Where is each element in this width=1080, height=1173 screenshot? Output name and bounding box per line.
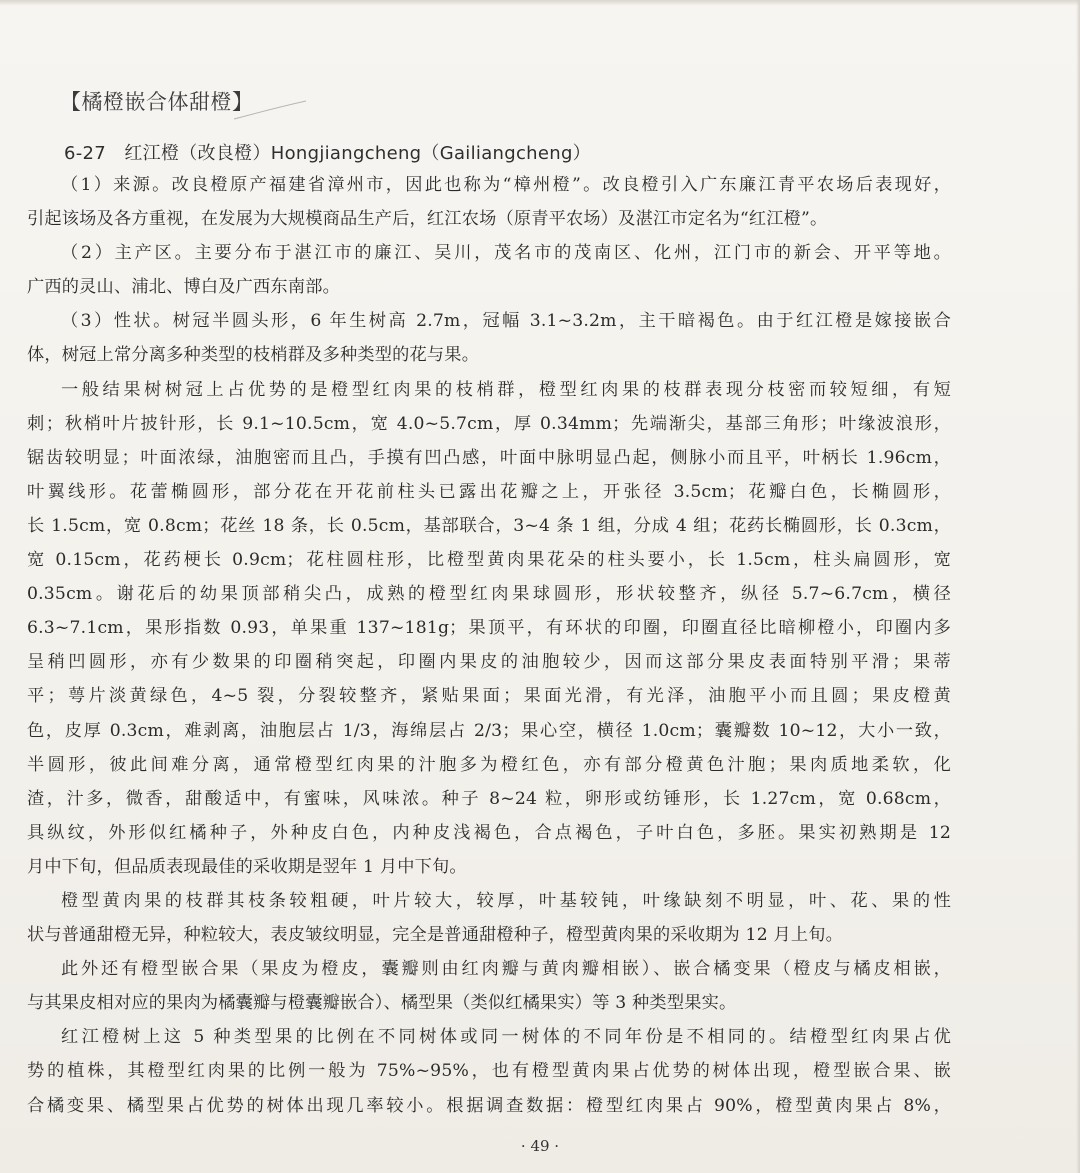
text-line: 具纵纹，外形似红橘种子，外种皮白色，内种皮浅褐色，合点褐色，子叶白色，多胚。果实初熟期是 12 bbox=[27, 822, 951, 843]
text-line: 6.3~7.1cm，果形指数 0.93，单果重 137~181g；果顶平，有环状的印圈，印圈直径比暗柳橙小，印圈内多 bbox=[27, 618, 951, 639]
text-line: 0.35cm。谢花后的幼果顶部稍尖凸，成熟的橙型红肉果球圆形，形状较整齐，纵径 5.7~6.7cm，横径 bbox=[27, 584, 951, 605]
text-line: 叶翼线形。花蕾椭圆形，部分花在开花前柱头已露出花瓣之上，开张径 3.5cm；花瓣白色，长椭圆形， bbox=[27, 481, 951, 502]
text-line: 势的植株，其橙型红肉果的比例一般为 75%~95%，也有橙型黄肉果占优势的树体出现，橙型嵌合果、嵌 bbox=[27, 1061, 951, 1082]
text-line: 刺；秋梢叶片披针形，长 9.1~10.5cm，宽 4.0~5.7cm，厚 0.34mm；先端渐尖，基部三角形；叶缘波浪形， bbox=[27, 413, 951, 434]
text-line: 体，树冠上常分离多种类型的枝梢群及多种类型的花与果。 bbox=[27, 345, 480, 366]
text-line: 色，皮厚 0.3cm，难剥离，油胞层占 1/3，海绵层占 2/3；果心空，横径 1.0cm；囊瓣数 10~12，大小一致， bbox=[27, 720, 951, 741]
text-line: 宽 0.15cm，花药梗长 0.9cm；花柱圆柱形，比橙型黄肉果花朵的柱头要小，长 1.5cm，柱头扁圆形，宽 bbox=[27, 550, 951, 571]
entry-title: 6-27 红江橙（改良橙）Hongjiangcheng（Gailiangcheng） bbox=[64, 143, 591, 164]
text-line: 渣，汁多，微香，甜酸适中，有蜜味，风味浓。种子 8~24 粒，卵形或纺锤形，长 1.27cm，宽 0.68cm， bbox=[27, 788, 951, 809]
scan-edge-top bbox=[0, 0, 1080, 6]
text-line: 合橘变果、橘型果占优势的树体出现几率较小。根据调查数据：橙型红肉果占 90%，橙型黄肉果占 8%， bbox=[27, 1095, 951, 1116]
text-line: 橙型黄肉果的枝群其枝条较粗硬，叶片较大，较厚，叶基较钝，叶缘缺刻不明显，叶、花、果的性 bbox=[61, 890, 951, 911]
text-line: （1）来源。改良橙原产福建省漳州市，因此也称为“樟州橙”。改良橙引入广东廉江青平农场后表现好， bbox=[61, 175, 951, 195]
text-line: 状与普通甜橙无异，种粒较大，表皮皱纹明显，完全是普通甜橙种子，橙型黄肉果的采收期为 12 月上旬。 bbox=[27, 925, 844, 946]
text-line: 锯齿较明显；叶面浓绿，油胞密而且凸，手摸有凹凸感，叶面中脉明显凸起，侧脉小而且平，叶柄长 1.96cm， bbox=[27, 447, 951, 468]
text-line: 此外还有橙型嵌合果（果皮为橙皮，囊瓣则由红肉瓣与黄肉瓣相嵌）、嵌合橘变果（橙皮与橘皮相嵌， bbox=[61, 959, 951, 980]
text-line: 与其果皮相对应的果肉为橘囊瓣与橙囊瓣嵌合）、橘型果（类似红橘果实）等 3 种类型果实。 bbox=[27, 993, 737, 1014]
text-line: 广西的灵山、浦北、博白及广西东南部。 bbox=[27, 277, 340, 298]
text-line: （2）主产区。主要分布于湛江市的廉江、吴川，茂名市的茂南区、化州，江门市的新会、开平等地。 bbox=[61, 243, 951, 264]
text-line: 长 1.5cm，宽 0.8cm；花丝 18 条，长 0.5cm，基部联合，3~4 条 1 组，分成 4 组；花药长椭圆形，长 0.3cm， bbox=[27, 515, 951, 536]
text-line: 引起该场及各方重视，在发展为大规模商品生产后，红江农场（原青平农场）及湛江市定名为“红江橙”。 bbox=[27, 209, 828, 230]
section-heading: 【橘橙嵌合体甜橙】 bbox=[60, 90, 254, 114]
scan-edge-right bbox=[1076, 0, 1080, 1173]
text-line: （3）性状。树冠半圆头形，6 年生树高 2.7m，冠幅 3.1~3.2m，主干暗褐色。由于红江橙是嫁接嵌合 bbox=[61, 311, 951, 332]
text-line: 呈稍凹圆形，亦有少数果的印圈稍突起，印圈内果皮的油胞较少，因而这部分果皮表面特别平滑；果蒂 bbox=[27, 652, 951, 673]
text-line: 半圆形，彼此间难分离，通常橙型红肉果的汁胞多为橙红色，亦有部分橙黄色汁胞；果肉质地柔软，化 bbox=[27, 754, 951, 775]
text-line: 一般结果树树冠上占优势的是橙型红肉果的枝梢群，橙型红肉果的枝群表现分枝密而较短细，有短 bbox=[61, 379, 951, 400]
page-number: · 49 · bbox=[520, 1137, 560, 1155]
text-line: 平；萼片淡黄绿色，4~5 裂，分裂较整齐，紧贴果面；果面光滑，有光泽，油胞平小而且圆；果皮橙黄 bbox=[27, 686, 951, 707]
pencil-mark bbox=[230, 95, 310, 125]
text-line: 月中下旬，但品质表现最佳的采收期是翌年 1 月中下旬。 bbox=[27, 856, 467, 877]
body-text bbox=[27, 168, 951, 1123]
text-line: 红江橙树上这 5 种类型果的比例在不同树体或同一树体的不同年份是不相同的。结橙型红肉果占优 bbox=[61, 1027, 951, 1048]
